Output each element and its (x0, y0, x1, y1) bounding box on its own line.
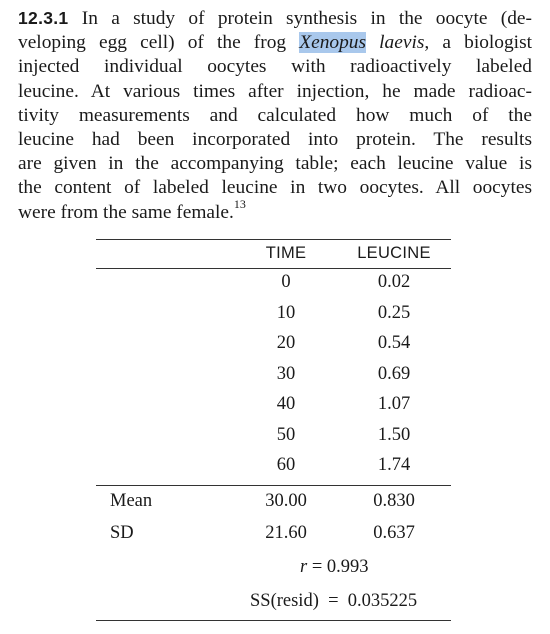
problem-line-5: tivity measurements and calculated how much of the (18, 104, 532, 126)
cell-time: 40 (276, 394, 296, 414)
cell-leucine: 1.07 (377, 394, 411, 414)
cell-mean-time: 30.00 (265, 491, 307, 511)
cell-leucine: 1.74 (377, 455, 411, 475)
problem-line-8: the content of labeled leucine in two oocytes. All oocytes (18, 177, 532, 199)
problem-line-1: 12.3.1 In a study of protein synthesis in the oocyte (de- (18, 8, 532, 29)
row-label-mean: Mean (110, 491, 153, 511)
cell-time: 10 (276, 303, 296, 323)
highlighted-word[interactable]: Xenopus (299, 32, 367, 54)
table-top-rule (96, 239, 451, 240)
correlation-value: r = 0.993 (300, 557, 369, 577)
cell-sd-leucine: 0.637 (373, 523, 415, 543)
species-name: laevis (366, 32, 425, 54)
problem-line-9: were from the same female.$^{13}$ (18, 197, 246, 223)
cell-leucine: 1.50 (377, 425, 411, 445)
footnote-marker: 13 (233, 197, 246, 212)
table-bottom-rule (96, 620, 451, 621)
cell-time: 0 (281, 272, 291, 292)
problem-line-7: are given in the accompanying table; each leucine value is (18, 153, 532, 175)
header-time: TIME (265, 244, 307, 262)
problem-line-3: injected individual oocytes with radioactively labeled (18, 56, 532, 78)
problem-line-6: leucine had been incorporated into protein. The results (18, 129, 532, 151)
table-header-rule (96, 268, 451, 269)
problem-number: 12.3.1 (18, 8, 69, 28)
problem-line-4: leucine. At various times after injection, he made radioac- (18, 80, 532, 102)
cell-leucine: 0.69 (377, 364, 411, 384)
cell-leucine: 0.02 (377, 272, 411, 292)
cell-leucine: 0.25 (377, 303, 411, 323)
problem-line-2: veloping egg cell) of the frog Xenopus laevis, a biologist (18, 32, 533, 54)
cell-time: 30 (276, 364, 296, 384)
header-leucine: LEUCINE (357, 244, 431, 262)
cell-time: 50 (276, 425, 296, 445)
cell-leucine: 0.54 (377, 333, 411, 353)
cell-time: 60 (276, 455, 296, 475)
cell-sd-time: 21.60 (265, 523, 307, 543)
table-summary-rule (96, 485, 451, 486)
cell-time: 20 (276, 333, 296, 353)
row-label-sd: SD (110, 523, 134, 543)
ss-resid-value: SS(resid) = 0.035225 (250, 591, 418, 611)
cell-mean-leucine: 0.830 (373, 491, 415, 511)
problem-text (18, 6, 532, 225)
